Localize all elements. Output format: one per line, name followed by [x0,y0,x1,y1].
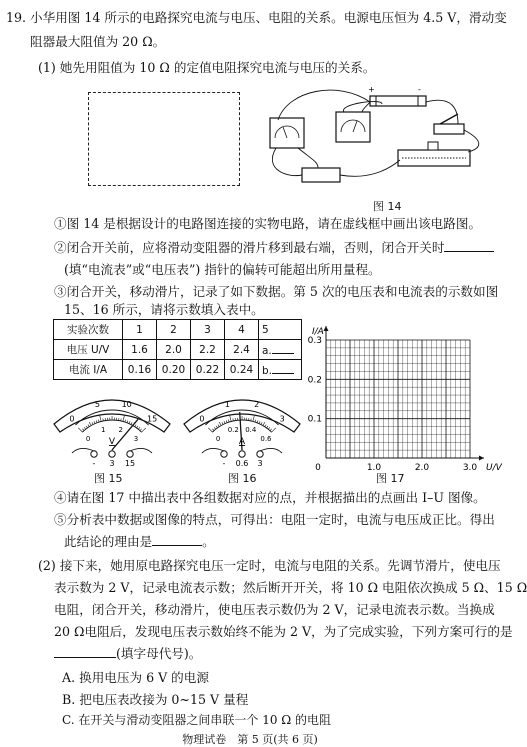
switch-device [434,124,464,134]
terminal-label: 0.6 [236,459,249,468]
option-c[interactable]: C. 在开关与滑动变阻器之间串联一个 10 Ω 的电阻 [62,712,331,728]
meter-scale-bottom-label: 0 [86,435,90,443]
figure14-caption: 图 14 [373,198,402,214]
meter-scale-bottom-label: 0.6 [260,435,272,443]
part2-answer-blank[interactable] [54,646,116,658]
item2-line1 [54,240,494,256]
meters-figure [52,384,322,484]
y-tick-label: 0.3 [308,336,322,346]
terminal-label: - [223,459,226,468]
meter-symbol: A [239,437,246,447]
blank-a[interactable] [272,342,294,354]
option-b[interactable]: B. 把电压表改接为 0~15 V 量程 [62,692,248,708]
circuit-diagram-answer-box[interactable] [88,92,240,186]
table-row [54,340,302,360]
item5-answer-blank[interactable] [152,534,202,546]
terminal-label: 15 [125,459,135,468]
x-axis-label: U/V [486,463,503,473]
table-header-cell: 5 [259,320,302,340]
figure17-caption: 图 17 [376,470,405,486]
y-axis-label: I/A [312,327,324,337]
meter-scale-bottom-label: 3 [134,435,138,443]
table-header-cell: 实验次数 [54,320,123,340]
x-axis-arrow [479,456,484,461]
y-tick-label: 0.2 [308,375,322,385]
blank-b-label: b. [262,365,272,377]
x-tick-label: 1.0 [367,463,382,473]
meter-scale-bottom-label: 0.2 [228,426,239,434]
part2-line4: 20 Ω电阻后，发现电压表示数始终不能为 2 V，为了完成实验，下列方案可行的是 [54,624,513,640]
question-stem-line1: 小华用图 14 所示的电路探究电流与电压、电阻的关系。电源电压恒为 4.5 V，滑动变 [30,10,507,26]
page-footer: 物理试卷 第 5 页(共 6 页) [0,731,500,747]
table-cell: 2.2 [191,340,225,360]
x-tick-label: 2.0 [415,463,430,473]
terminal-label: 3 [257,459,262,468]
figure16-caption: 图 16 [228,470,257,486]
terminal-knob[interactable] [127,451,133,457]
item5-text: 此结论的理由是 [64,534,152,549]
row-voltage-label: 电压 U/V [54,340,123,360]
battery-device [302,168,340,182]
figure14-circuit [258,80,488,198]
item5-line2 [64,534,215,550]
meter-scale-top-label: 15 [147,415,157,424]
meter-scale-top-label: 5 [95,400,100,409]
graph-grid [326,340,470,458]
item5-line1: ⑤分析表中数据或图像的特点，可得出：电阻一定时，电流与电压成正比。得出 [54,512,495,528]
part2-line1: (2) 接下来，她用原电路探究电压一定时，电流与电阻的关系。先调节滑片，使电压 [38,558,501,574]
terminal-knob[interactable] [221,451,227,457]
table-row [54,360,302,380]
figure17-graph [300,318,490,468]
question-number: 19. [6,10,26,26]
part2-line5 [54,646,201,662]
terminal-label: - [93,459,96,468]
table-cell: 0.22 [191,360,225,380]
part2-line3: 电阻，闭合开关，移动滑片，使电压表示数仍为 2 V，记录电流表示数。当换成 [54,602,495,618]
table-cell: 0.24 [225,360,259,380]
item1-text: ①图 14 是根据设计的电路图连接的实物电路，请在虚线框中画出该电路图。 [54,216,481,232]
option-a[interactable]: A. 换用电压为 6 V 的电源 [62,670,209,686]
voltage-answer-cell[interactable] [259,340,302,360]
x-tick-label: 0 [315,463,321,473]
terminal-knob[interactable] [91,451,97,457]
table-cell: 0.16 [123,360,157,380]
table-header-cell: 1 [123,320,157,340]
voltmeter-device [336,112,370,142]
x-tick-label: 3.0 [463,463,478,473]
voltmeter-dial [54,400,170,468]
item2-line2: (填“电流表”或“电压表”) 指针的偏转可能超出所用量程。 [64,262,381,278]
row-current-label: 电流 I/A [54,360,123,380]
blank-b[interactable] [272,362,294,374]
part2-line5-text: (填字母代号)。 [116,646,201,661]
blank-a-label: a. [262,345,272,357]
ammeter-device [270,118,304,148]
table-cell: 1.6 [123,340,157,360]
question-stem-line2: 阻器最大阻值为 20 Ω。 [30,34,165,50]
terminal-knob[interactable] [239,451,245,457]
item2-text: ②闭合开关前，应将滑动变阻器的滑片移到最右端，否则，闭合开关时 [54,240,444,255]
item3-line2: 15、16 所示，请将示数填入表中。 [64,302,264,318]
svg-text:+: + [368,85,375,94]
part1-title: (1) 她先用阻值为 10 Ω 的定值电阻探究电流与电压的关系。 [38,60,375,76]
meter-scale-top-label: 2 [254,400,259,409]
y-axis-arrow [324,326,329,331]
current-answer-cell[interactable] [259,360,302,380]
meter-scale-top-label: 10 [122,400,132,409]
item3-line1: ③闭合开关，移动滑片，记录了如下数据。第 5 次的电压表和电流表的示数如图 [54,284,498,300]
figure15-caption: 图 15 [94,470,123,486]
item5-end: 。 [202,534,215,549]
meter-scale-top-label: 0 [69,414,74,423]
item2-answer-blank[interactable] [444,240,494,252]
item4-text: ④请在图 17 中描出表中各组数据对应的点，并根据描出的点画出 I–U 图像。 [54,490,486,506]
meter-scale-bottom-label: 0 [216,435,220,443]
meter-scale-top-label: 3 [280,415,285,424]
y-tick-label: 0.1 [308,415,322,425]
terminal-label: 3 [109,459,114,468]
table-header-cell: 4 [225,320,259,340]
table-row [54,320,302,340]
svg-text:-: - [418,85,421,94]
meter-scale-top-label: 0 [199,414,204,423]
terminal-knob[interactable] [109,451,115,457]
table-cell: 2.4 [225,340,259,360]
meter-scale-top-label: 1 [225,400,230,409]
meter-scale-bottom-label: 0.4 [245,426,257,434]
meter-scale-bottom-label: 2 [119,426,123,434]
data-table [53,319,302,380]
table-cell: 2.0 [157,340,191,360]
part2-line2: 表示数为 2 V，记录电流表示数；然后断开开关，将 10 Ω 电阻依次换成 5 Ω、15 Ω [54,580,527,596]
meter-scale-bottom-label: 1 [101,426,105,434]
table-header-cell: 3 [191,320,225,340]
table-header-cell: 2 [157,320,191,340]
table-cell: 0.20 [157,360,191,380]
terminal-knob[interactable] [257,451,263,457]
ammeter-dial [184,400,300,468]
meter-symbol: V [109,437,116,447]
